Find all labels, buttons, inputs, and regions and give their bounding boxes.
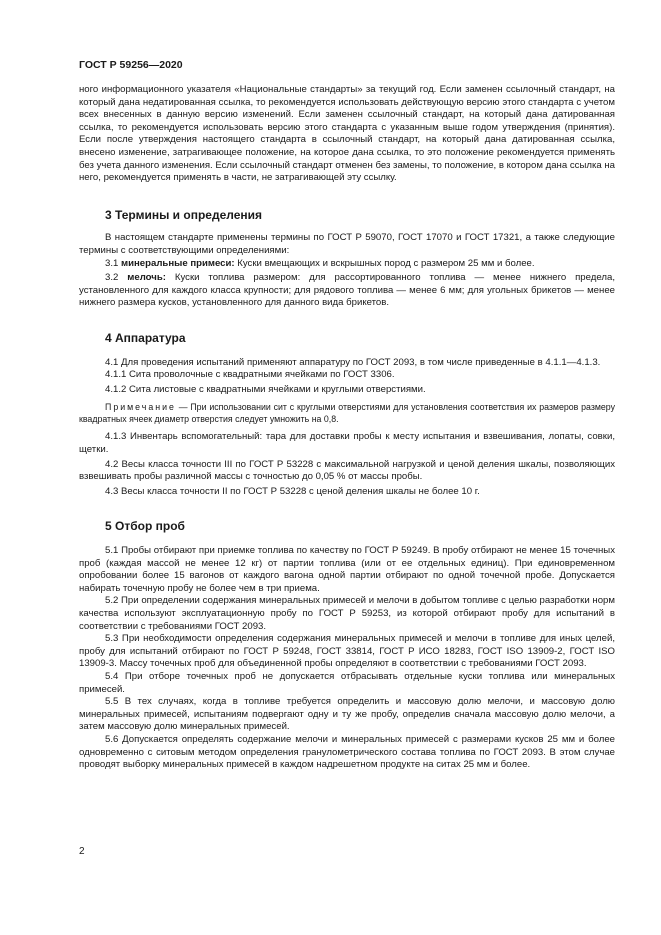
section-4-heading: 4 Аппаратура bbox=[105, 330, 186, 345]
note-label: Примечание bbox=[105, 402, 176, 413]
section-4-p2: 4.1.1 Сита проволочные с квадратными ячейками по ГОСТ 3306. bbox=[105, 369, 395, 381]
term-3-1-term: минеральные примеси: bbox=[121, 257, 235, 269]
term-3-2-definition: Куски топлива размером: для рассортированного топлива — менее нижнего предела, установленного для каждого класса крупности; для рядового топлива — менее 6 мм; для угольных брикетов — менее нижнего размера кусков, установленного для данного вида брикетов. bbox=[79, 272, 615, 309]
section-5-p4: 5.4 При отборе точечных проб не допускается отбрасывать отдельные куски топлива или минеральных примесей. bbox=[79, 670, 615, 695]
term-3-1 bbox=[79, 258, 615, 271]
section-5-p5: 5.5 В тех случаях, когда в топливе требуется определить и массовую долю мелочи, и массовую долю минеральных примесей, испытаниям подвергают одну и ту же пробу, определив сначала массовую долю мелочи, а затем массовую долю минеральных примесей. bbox=[79, 696, 615, 733]
section-4-note bbox=[79, 402, 615, 425]
section-5-p6: 5.6 Допускается определять содержание мелочи и минеральных примесей с размерами кусков 25 мм и более одновременно с ситовым методом определения гранулометрического состава топлива по ГОСТ 2093. В этом случае проводят выборку минеральных примесей в каждом надрешетном продукте на ситах 25 мм и более. bbox=[79, 733, 615, 771]
section-5-heading: 5 Отбор проб bbox=[105, 519, 185, 534]
term-3-2-number: 3.2 bbox=[105, 272, 128, 284]
term-3-1-number: 3.1 bbox=[105, 257, 122, 269]
section-4-p3: 4.1.2 Сита листовые с квадратными ячейками и круглыми отверстиями. bbox=[105, 383, 426, 395]
page-body bbox=[79, 84, 615, 772]
section-4-p5: 4.2 Весы класса точности III по ГОСТ Р 53228 с максимальной нагрузкой и ценой деления шкалы, позволяющих взвешивать пробы различной массы с точностью до 0,05 % от массы пробы. bbox=[79, 458, 615, 483]
section-4-p1: 4.1 Для проведения испытаний применяют аппаратуру по ГОСТ 2093, в том числе приведенные в 4.1.1—4.1.3. bbox=[105, 356, 601, 368]
term-3-2 bbox=[79, 272, 615, 310]
term-3-2-term: мелочь: bbox=[127, 272, 166, 284]
section-5-p2: 5.2 При определении содержания минеральных примесей и мелочи в добытом топливе с целью разработки норм качества используют эксплуатационную пробу по ГОСТ Р 59253, из которой отбирают пробу для испытаний в соответствии с требованиями ГОСТ 2093. bbox=[79, 595, 615, 632]
note-text: — При использовании сит с круглыми отверстиями для установления соответствия их размеров размеру квадратных ячеек диаметр отверстия следует умножить на 0,8. bbox=[79, 402, 615, 424]
section-5-p1: 5.1 Пробы отбирают при приемке топлива по качеству по ГОСТ Р 59249. В пробу отбирают не менее 15 точечных проб (каждая массой не менее 12 кг) от партии топлива (или от ее отдельных единиц). При единовременном опробовании более 15 вагонов от каждого вагона одной партии отбирают по одной точечной пробе. Допускается набирать точечную пробу не более чем в три приема. bbox=[79, 545, 615, 594]
section-4-p6: 4.3 Весы класса точности II по ГОСТ Р 53228 с ценой деления шкалы не более 10 г. bbox=[105, 485, 480, 497]
document-header: ГОСТ Р 59256—2020 bbox=[79, 59, 183, 71]
section-4-p4: 4.1.3 Инвентарь вспомогательный: тара для доставки пробы к месту испытания и взвешивания, лопаты, совки, щетки. bbox=[79, 431, 615, 456]
page-number: 2 bbox=[79, 846, 85, 857]
section-3-heading: 3 Термины и определения bbox=[105, 207, 263, 222]
intro-paragraph: ного информационного указателя «Национальные стандарты» за текущий год. Если заменен ссылочный стандарт, на который дана недатированная ссылка, то рекомендуется использовать действующую версию этого стандарта с учетом всех внесенных в данную версию изменений. Если заменен ссылочный стандарт, на который дана датированная ссылка, то рекомендуется использовать версию этого стандарта с указанным выше годом утверждения (принятия). Если после утверждения настоящего стандарта в ссылочный стандарт, на который дана датированная ссылка, внесено изменение, затрагивающее положение, на которое дана ссылка, то это положение рекомендуется применять без учета данного изменения. Если ссылочный стандарт отменен без замены, то положение, в котором дана ссылка на него, рекомендуется применять в части, не затрагивающей эту ссылку. bbox=[79, 84, 615, 184]
term-3-1-definition: Куски вмещающих и вскрышных пород с размером 25 мм и более. bbox=[234, 257, 535, 269]
section-3-p1: В настоящем стандарте применены термины по ГОСТ Р 59070, ГОСТ 17070 и ГОСТ 17321, а также следующие термины с соответствующими определениями: bbox=[79, 232, 615, 256]
section-5-p3: 5.3 При необходимости определения содержания минеральных примесей и мелочи в топливе для иных целей, пробу для испытаний отбирают по ГОСТ Р 59248, ГОСТ 33814, ГОСТ Р ИСО 18283, ГОСТ ISO 13909-2, ГОСТ ISO 13909-3. Массу точечных проб для объединенной пробы определяют в соответствии с требованиями ГОСТ 2093. bbox=[79, 633, 615, 670]
